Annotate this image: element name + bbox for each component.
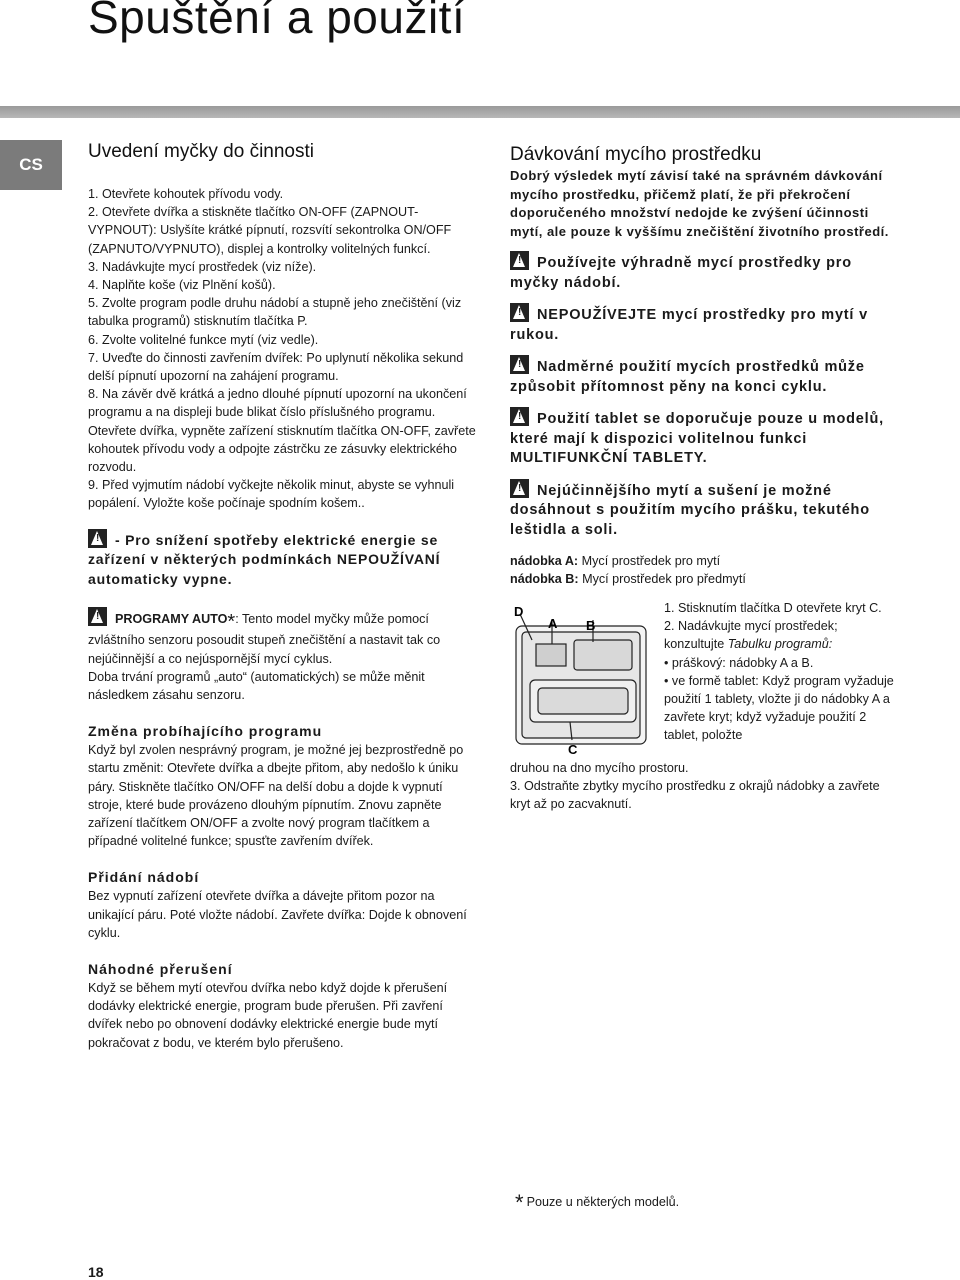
container-b: nádobka B: Mycí prostředek pro předmytí [510,572,746,587]
label-b: B [586,618,596,633]
interrupt-heading: Náhodné přerušení [88,961,233,977]
dispenser-steps-side [664,599,894,745]
start-step-7: 7. Uveďte do činnosti zavřením dvířek: Po uplynutí několika sekund delší pípnutí upozorní na zahájení programu. [88,350,464,384]
page-number: 18 [88,1264,104,1280]
warning-icon [88,529,107,548]
start-step-9: 9. Před vyjmutím nádobí vyčkejte několik minut, abyste se vyhnuli popálení. Vyložte koše počínaje spodním košem.. [88,478,455,511]
dispenser-step-powder: • práškový: nádobky A a B. [664,655,814,670]
dispenser-step-2: 2. Nadávkujte mycí prostředek; konzultujte Tabulku programů: [664,619,838,652]
page-title: Spuštění a použití [88,0,466,43]
label-a: A [548,616,558,631]
interrupt-text: Když se během mytí otevřou dvířka nebo když dojde k přerušení dodávky elektrické energie, program bude přerušen. Při zavření dvířek nebo po obnovení dodávky elektrické energie bude mytí pokračovat z bodu, ve kterém bylo přerušeno. [88,981,448,1050]
warning-1: !Používejte výhradně mycí prostředky pro myčky nádobí. [510,251,895,293]
auto-duration: Doba trvání programů „auto“ (automatických) se může měnit následkem zásahu senzoru. [88,669,425,702]
dispenser-step-tablet: • ve formě tablet: Když program vyžaduje použití 1 tablety, vložte ji do nádobky A a zavřete kryt; když vyžaduje použití 2 tablet, položte [664,673,894,743]
auto-programs-label: PROGRAMY AUTO [115,612,228,627]
detergent-intro: Dobrý výsledek mytí závisí také na správném dávkování mycího prostředku, přičemž platí, že při překročení doporučeného množství nedojde ke zvýšení účinnosti mytí, ale pouze k vyššímu znečištění životního prostředí. [510,168,889,239]
container-a: nádobka A: Mycí prostředek pro mytí [510,554,721,568]
change-heading: Změna probíhajícího programu [88,723,323,740]
warning-icon [510,303,529,322]
warning-icon [510,355,529,374]
start-step-8: 8. Na závěr dvě krátká a jedno dlouhé pípnutí upozorní na ukončení programu a na displeji bude blikat číslo příslušného programu. Otevřete dvířka, vypněte zařízení stisknutím tlačítka ON-OFF, zavřete kohoutek přívodu vody a odpojte zástrčku ze zásuvky elektrického rozvodu. [88,387,476,475]
auto-programs-paragraph: !PROGRAMY AUTO*: Tento model myčky může pomocí zvláštního senzoru posoudit stupeň znečištění a nastavit tak co nejúčinnější a co nejúspornější mycí cyklus. [88,607,478,668]
dispenser-step-3: 3. Odstraňte zbytky mycího prostředku z okrajů nádobky a zavřete kryt až po zacvaknutí. [510,779,880,812]
warning-icon [510,407,529,426]
start-step-3: 3. Nadávkujte mycí prostředek (viz níže). [88,259,317,274]
label-c: C [568,742,578,757]
dispenser-step-tablet-cont: druhou na dno mycího prostoru. [510,761,689,775]
warning-2: !NEPOUŽÍVEJTE mycí prostředky pro mytí v rukou. [510,303,895,345]
detergent-dispenser-illustration [508,600,658,760]
warning-icon [88,607,107,626]
asterisk: * [227,611,236,634]
add-text: Bez vypnutí zařízení otevřete dvířka a dávejte přitom pozor na unikající páru. Poté vložte nádobí. Zavřete dvířka: Dojde k obnovení cyklu. [88,889,467,940]
start-heading: Uvedení myčky do činnosti [88,141,314,162]
warning-4: !Použití tablet se doporučuje pouze u modelů, které mají k dispozici volitelnou funkci MULTIFUNKČNÍ TABLETY. [510,407,895,469]
warning-icon [510,251,529,270]
dispenser-step-1: 1. Stisknutím tlačítka D otevřete kryt C. [664,601,882,615]
language-tab: CS [0,140,62,190]
detergent-heading: Dávkování mycího prostředku [510,144,762,165]
start-step-6: 6. Zvolte volitelné funkce mytí (viz vedle). [88,332,319,347]
footnote: * Pouze u některých modelů. [515,1190,680,1215]
warning-icon [510,479,529,498]
warning-3: !Nadměrné použití mycích prostředků může způsobit přítomnost pěny na konci cyklu. [510,355,895,397]
add-heading: Přidání nádobí [88,869,200,886]
right-column [510,143,895,588]
energy-note: !- Pro snížení spotřeby elektrické energie se zařízení v některých podmínkách NEPOUŽÍVANÍ automaticky vypne. [88,529,478,590]
start-step-2: 2. Otevřete dvířka a stiskněte tlačítko ON-OFF (ZAPNOUT-VYPNOUT): Uslyšíte krátké pípnutí, rozsvítí sekontrolka ON/OFF (ZAPNUTO/VYPNUTO), displej a kontrolky volitelných funkcí. [88,205,452,256]
start-step-1: 1. Otevřete kohoutek přívodu vody. [88,187,284,201]
change-text: Když byl zvolen nesprávný program, je možné jej bezprostředně po startu změnit: Otevřete dvířka a dbejte přitom, aby nedošlo k úniku páry. Stiskněte tlačítko ON/OFF na delší dobu a dojde k vypnutí stroje, které bude provázeno dlouhým pípnutím. Znovu zapněte zařízení tlačítkem ON/OFF a zvolte nový program tlačítkem a případné volitelné funkce; spusťte zavřením dvířek. [88,743,464,849]
start-step-5: 5. Zvolte program podle druhu nádobí a stupně jeho znečištění (viz tabulka programů) stisknutím tlačítka P. [88,296,462,329]
dispenser-steps-below [510,759,900,814]
start-step-4: 4. Naplňte koše (viz Plnění košů). [88,278,276,293]
warning-5: !Nejúčinnějšího mytí a sušení je možné dosáhnout s použitím mycího prášku, tekutého leštidla a soli. [510,479,895,541]
label-d: D [514,604,524,619]
left-column [88,140,478,1052]
header-rule [0,106,960,118]
